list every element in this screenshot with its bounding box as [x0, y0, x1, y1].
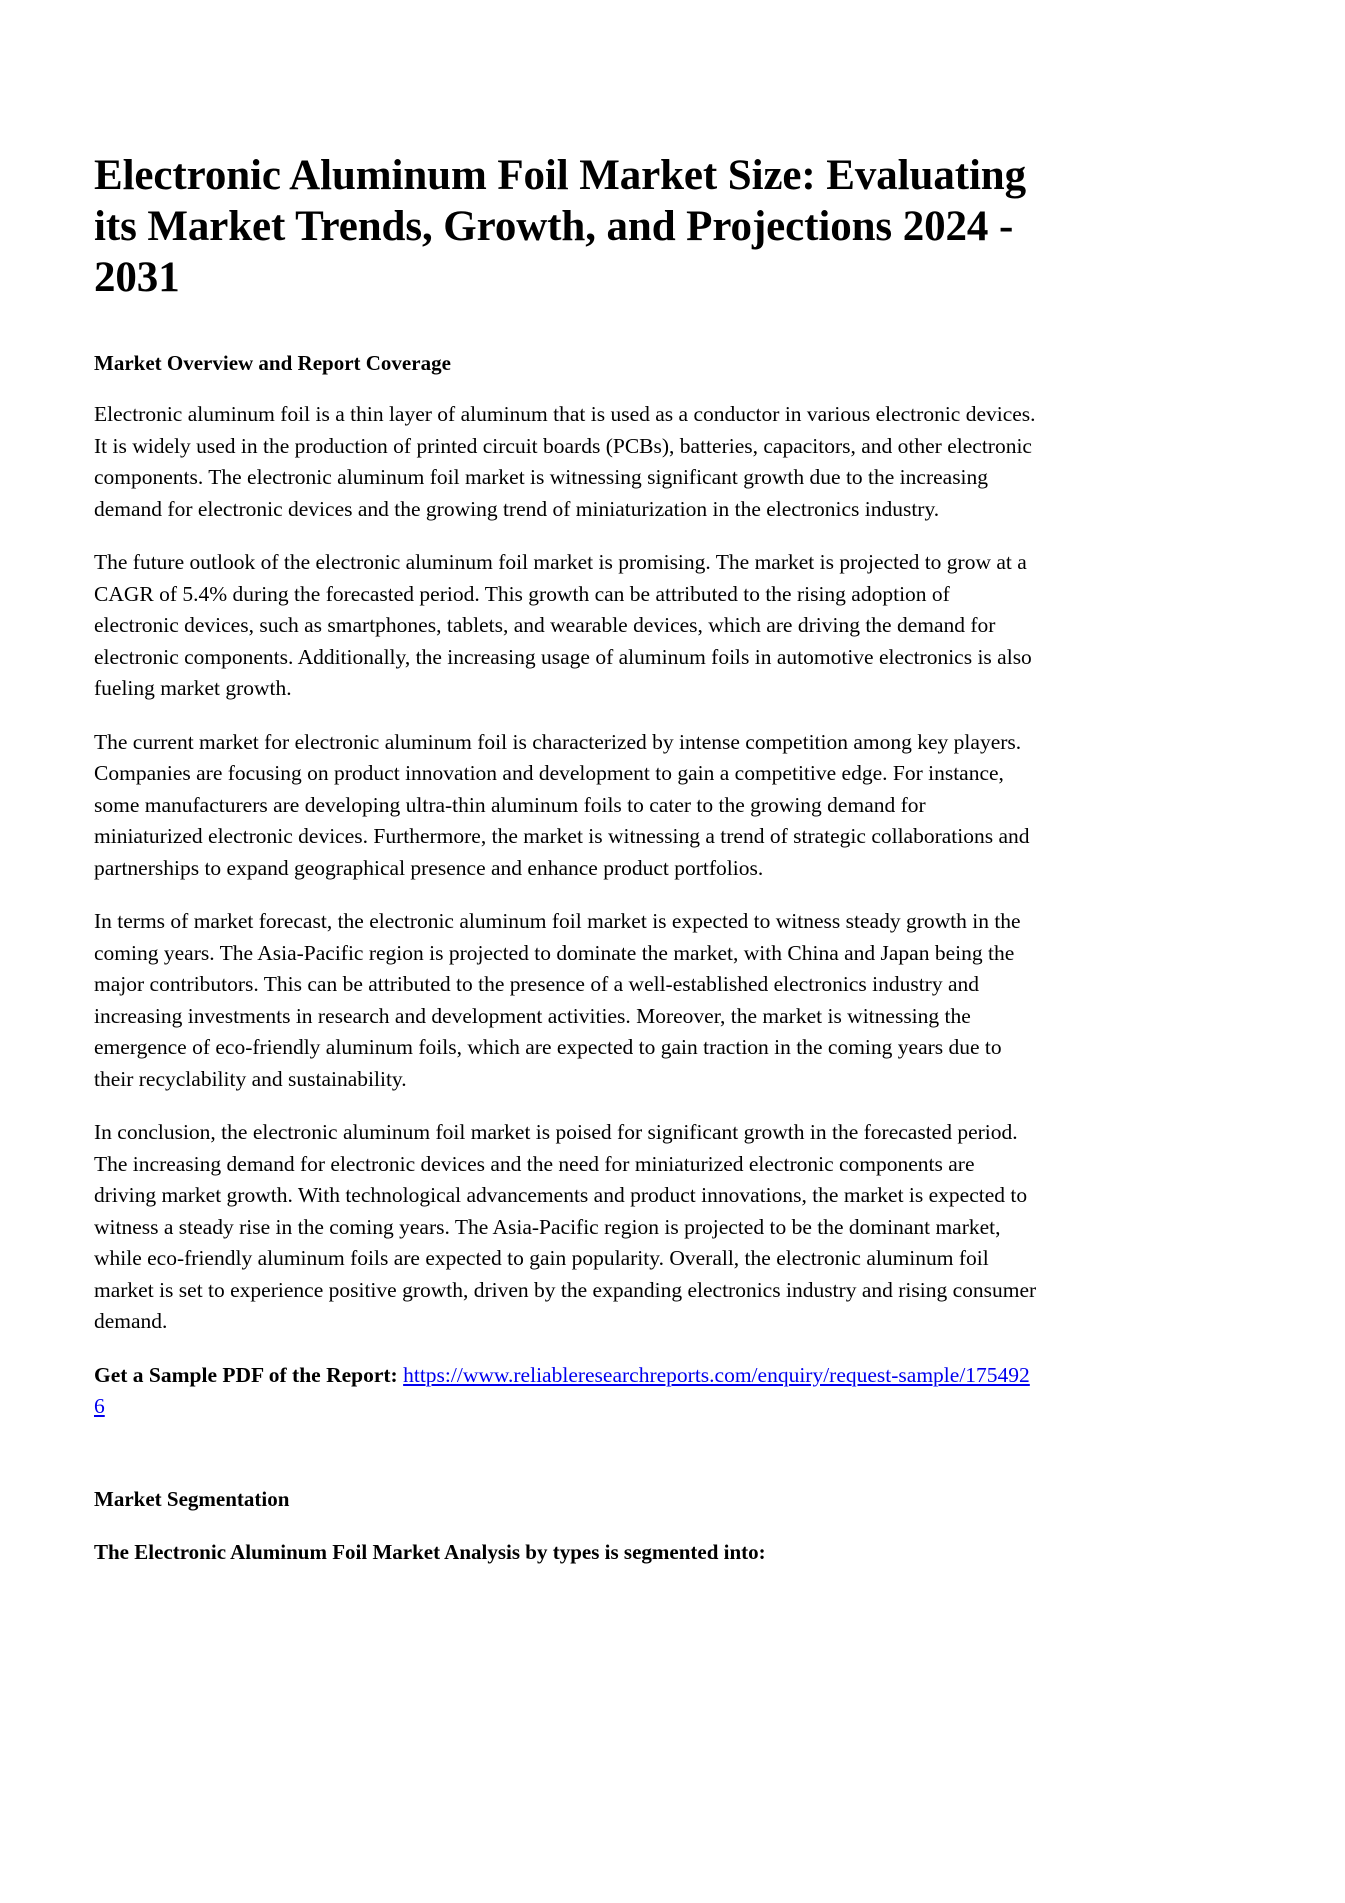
heading-market-segmentation: Market Segmentation: [94, 1486, 290, 1511]
spacer: [94, 1513, 1039, 1538]
spacer: [94, 705, 1039, 727]
spacer: [94, 1338, 1039, 1360]
heading-types-segmented: The Electronic Aluminum Foil Market Analysis by types is segmented into:: [94, 1539, 766, 1564]
sample-pdf-link[interactable]: https://www.reliableresearchreports.com/enquiry/request-sample/1754926: [94, 1362, 1030, 1418]
page-title: Electronic Aluminum Foil Market Size: Evaluating its Market Trends, Growth, and Projections 2024 - 2031: [94, 152, 1027, 301]
document-content: [94, 150, 1039, 1566]
spacer: [94, 525, 1039, 547]
paragraph-current-market: The current market for electronic aluminum foil is characterized by intense competition among key players. Companies are focusing on product innovation and development to gain a competitive edge. For instance, some manufacturers are developing ultra-thin aluminum foils to cater to the growing demand for miniaturized electronic devices. Furthermore, the market is witnessing a trend of strategic collaborations and partnerships to expand geographical presence and enhance product portfolios.: [94, 729, 1030, 880]
spacer: [94, 1095, 1039, 1117]
spacer: [94, 303, 1039, 349]
sample-pdf-label: Get a Sample PDF of the Report:: [94, 1362, 398, 1387]
paragraph-conclusion: In conclusion, the electronic aluminum foil market is poised for significant growth in the forecasted period. The increasing demand for electronic devices and the need for miniaturized electronic components are driving market growth. With technological advancements and product innovations, the market is expected to witness a steady rise in the coming years. The Asia-Pacific region is projected to be the dominant market, while eco-friendly aluminum foils are expected to gain popularity. Overall, the electronic aluminum foil market is set to experience positive growth, driven by the expanding electronics industry and rising consumer demand.: [94, 1120, 1037, 1333]
spacer: [94, 377, 1039, 399]
paragraph-future-outlook: The future outlook of the electronic aluminum foil market is promising. The market is projected to grow at a CAGR of 5.4% during the forecasted period. This growth can be attributed to the rising adoption of electronic devices, such as smartphones, tablets, and wearable devices, which are driving the demand for electronic components. Additionally, the increasing usage of aluminum foils in automotive electronics is also fueling market growth.: [94, 550, 1032, 700]
spacer: [94, 1423, 1039, 1485]
sample-pdf-cta: [94, 1360, 1039, 1423]
paragraph-market-forecast: In terms of market forecast, the electronic aluminum foil market is expected to witness steady growth in the coming years. The Asia-Pacific region is projected to dominate the market, with China and Japan being the major contributors. This can be attributed to the presence of a well-established electronics industry and increasing investments in research and development activities. Moreover, the market is witnessing the emergence of eco-friendly aluminum foils, which are expected to gain traction in the coming years due to their recyclability and sustainability.: [94, 909, 1021, 1091]
paragraph-overview: Electronic aluminum foil is a thin layer of aluminum that is used as a conductor in various electronic devices. It is widely used in the production of printed circuit boards (PCBs), batteries, capacitors, and other electronic components. The electronic aluminum foil market is witnessing significant growth due to the increasing demand for electronic devices and the growing trend of miniaturization in the electronics industry.: [94, 402, 1036, 521]
spacer: [94, 884, 1039, 906]
heading-market-overview: Market Overview and Report Coverage: [94, 351, 451, 375]
